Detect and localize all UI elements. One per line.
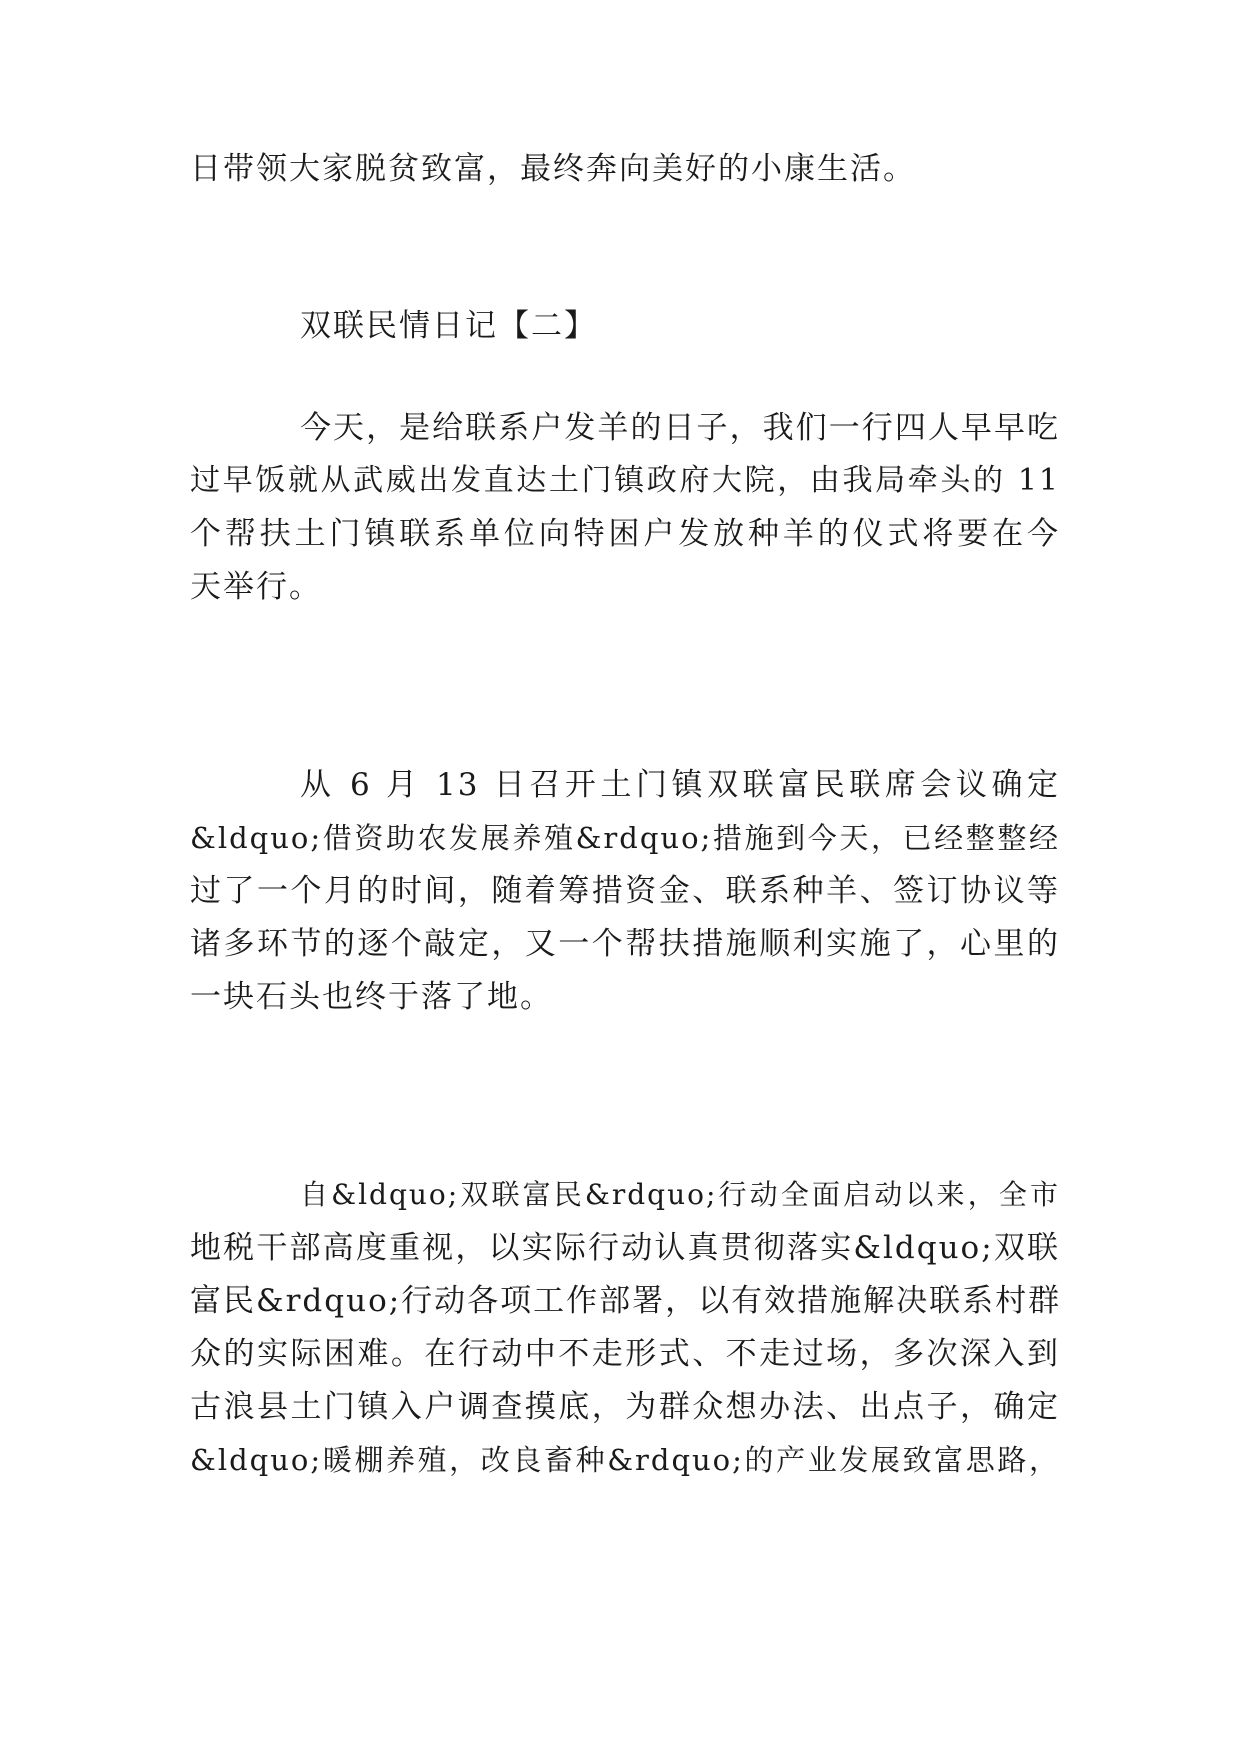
paragraph-line: 自&ldquo;双联富民&rdquo;行动全面启动以来，全市 xyxy=(300,1178,1060,1211)
paragraph-line: 过了一个月的时间，随着筹措资金、联系种羊、签订协议等 xyxy=(190,873,1060,909)
paragraph-line: 个帮扶土门镇联系单位向特困户发放种羊的仪式将要在今 xyxy=(190,516,1060,552)
section-title: 双联民情日记【二】 xyxy=(300,308,597,344)
paragraph-line: 今天，是给联系户发羊的日子，我们一行四人早早吃 xyxy=(300,410,1060,446)
paragraph-line: 地税干部高度重视，以实际行动认真贯彻落实&ldquo;双联 xyxy=(190,1230,1060,1266)
paragraph-line: 古浪县土门镇入户调查摸底，为群众想办法、出点子，确定 xyxy=(190,1389,1060,1425)
paragraph-line: 过早饭就从武威出发直达土门镇政府大院，由我局牵头的 11 xyxy=(190,463,1060,498)
paragraph-line: 一块石头也终于落了地。 xyxy=(190,979,553,1015)
paragraph-line: 诸多环节的逐个敲定，又一个帮扶措施顺利实施了，心里的 xyxy=(190,926,1060,962)
paragraph-line: 天举行。 xyxy=(190,569,322,605)
paragraph-line: &ldquo;暖棚养殖，改良畜种&rdquo;的产业发展致富思路， xyxy=(190,1443,1060,1477)
paragraph-line: &ldquo;借资助农发展养殖&rdquo;措施到今天，已经整整经 xyxy=(190,821,1060,855)
paragraph-line: 富民&rdquo;行动各项工作部署，以有效措施解决联系村群 xyxy=(190,1283,1062,1319)
paragraph-line: 日带领大家脱贫致富，最终奔向美好的小康生活。 xyxy=(190,151,916,187)
paragraph-line: 从 6 月 13 日召开土门镇双联富民联席会议确定 xyxy=(300,767,1060,803)
paragraph-line: 众的实际困难。在行动中不走形式、不走过场，多次深入到 xyxy=(190,1336,1060,1372)
